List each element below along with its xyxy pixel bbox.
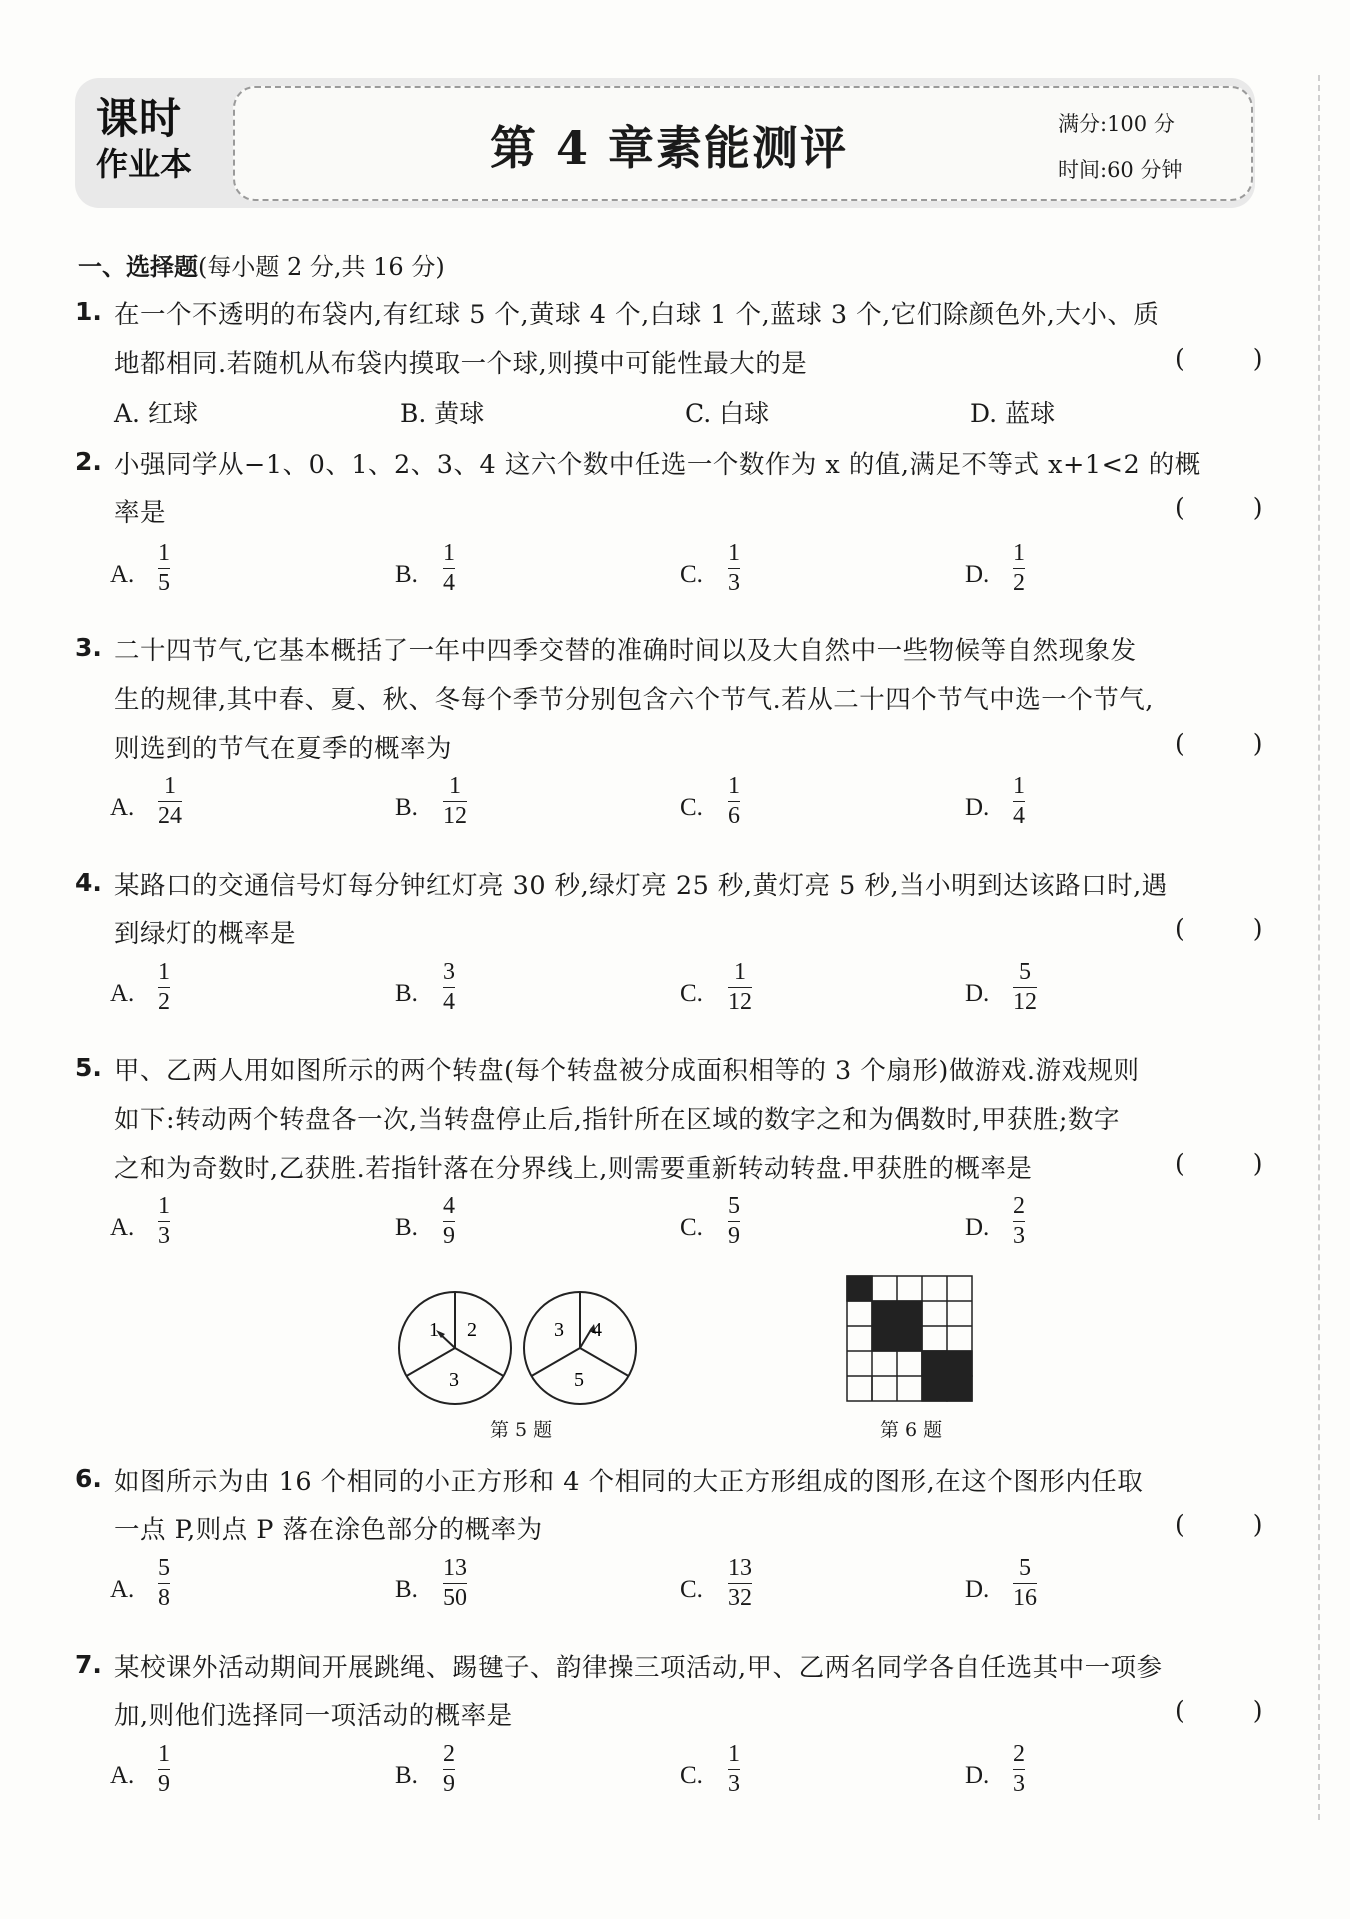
figure-caption-6: 第 6 题 — [880, 1419, 943, 1441]
option-c[interactable]: C. — [680, 561, 703, 588]
fraction-bar — [443, 801, 467, 802]
option-fraction — [1013, 541, 1025, 596]
option-d[interactable]: D. — [965, 980, 990, 1007]
fraction-bar — [728, 568, 740, 569]
spinner-1-label: 1 — [429, 1319, 439, 1341]
spinner-2-label: 3 — [554, 1319, 564, 1341]
option-fraction — [443, 1194, 455, 1249]
fraction-denominator: 2 — [1013, 570, 1025, 597]
question-text: 加,则他们选择同一项活动的概率是 — [114, 1701, 513, 1731]
option-a[interactable]: A. — [110, 1214, 135, 1241]
grid-figure — [845, 1274, 975, 1404]
option-a[interactable]: A. 红球 — [114, 399, 198, 428]
fraction-numerator: 1 — [158, 959, 170, 985]
fraction-bar — [443, 1769, 455, 1770]
fraction-bar — [158, 987, 170, 988]
option-fraction — [1013, 1742, 1025, 1797]
logo-text-2: 作业本 — [96, 145, 193, 183]
question-text: 某路口的交通信号灯每分钟红灯亮 30 秒,绿灯亮 25 秒,黄灯亮 5 秒,当小明到达该路口时,遇 — [114, 871, 1168, 901]
fraction-numerator: 1 — [443, 540, 455, 566]
option-fraction — [1013, 1556, 1037, 1611]
fraction-numerator: 1 — [728, 540, 740, 566]
option-fraction — [158, 1194, 170, 1249]
fraction-numerator: 1 — [158, 1741, 170, 1767]
fraction-denominator: 9 — [443, 1223, 455, 1250]
spinner-2-label: 5 — [574, 1369, 584, 1391]
fraction-bar — [728, 987, 752, 988]
option-fraction — [728, 541, 740, 596]
fraction-numerator: 4 — [443, 1193, 455, 1219]
fraction-bar — [158, 1769, 170, 1770]
question-number: 4. — [75, 868, 102, 897]
option-c[interactable]: C. 白球 — [685, 399, 770, 428]
fraction-numerator: 1 — [158, 540, 170, 566]
fraction-bar — [1013, 1221, 1025, 1222]
option-fraction — [1013, 774, 1025, 829]
answer-blank[interactable]: ( ) — [1175, 729, 1293, 758]
spinner-figure — [395, 1288, 655, 1410]
fraction-bar — [443, 1583, 467, 1584]
option-b[interactable]: B. — [395, 794, 418, 821]
question-number: 3. — [75, 633, 102, 662]
spinner-2-label: 4 — [592, 1319, 602, 1341]
fraction-numerator: 1 — [1013, 773, 1025, 799]
option-b[interactable]: B. — [395, 1576, 418, 1603]
spinner-2 — [524, 1292, 636, 1404]
option-c[interactable]: C. — [680, 794, 703, 821]
answer-blank[interactable]: ( ) — [1175, 1149, 1293, 1178]
fraction-numerator: 5 — [1019, 1555, 1031, 1581]
fraction-bar — [1013, 568, 1025, 569]
fraction-numerator: 5 — [1019, 959, 1031, 985]
fraction-denominator: 4 — [443, 989, 455, 1016]
option-fraction — [728, 960, 752, 1015]
fraction-numerator: 1 — [164, 773, 176, 799]
answer-blank[interactable]: ( ) — [1175, 914, 1293, 943]
fraction-denominator: 9 — [443, 1771, 455, 1798]
fraction-denominator: 8 — [158, 1585, 170, 1612]
option-d[interactable]: D. — [965, 1762, 990, 1789]
question-text: 生的规律,其中春、夏、秋、冬每个季节分别包含六个节气.若从二十四个节气中选一个节气, — [114, 685, 1154, 715]
question-text: 率是 — [114, 498, 167, 528]
option-b[interactable]: B. — [395, 1214, 418, 1241]
fraction-denominator: 12 — [728, 989, 752, 1016]
fraction-numerator: 1 — [728, 773, 740, 799]
fraction-bar — [443, 568, 455, 569]
fraction-numerator: 1 — [449, 773, 461, 799]
fraction-numerator: 1 — [728, 1741, 740, 1767]
question-text: 地都相同.若随机从布袋内摸取一个球,则摸中可能性最大的是 — [114, 349, 808, 379]
fraction-numerator: 2 — [443, 1741, 455, 1767]
option-d[interactable]: D. — [965, 1214, 990, 1241]
question-number: 1. — [75, 297, 102, 326]
fraction-numerator: 1 — [734, 959, 746, 985]
section-title: 一、选择题 — [78, 253, 198, 281]
option-fraction — [728, 1556, 752, 1611]
fraction-bar — [728, 801, 740, 802]
question-text: 二十四节气,它基本概括了一年中四季交替的准确时间以及大自然中一些物候等自然现象发 — [114, 636, 1137, 666]
option-c[interactable]: C. — [680, 980, 703, 1007]
option-b[interactable]: B. — [395, 1762, 418, 1789]
option-d[interactable]: D. — [965, 794, 990, 821]
exam-time: 时间:60 分钟 — [1058, 158, 1183, 182]
fraction-denominator: 3 — [1013, 1771, 1025, 1798]
fraction-numerator: 1 — [1013, 540, 1025, 566]
option-d[interactable]: D. 蓝球 — [970, 399, 1056, 428]
fraction-numerator: 5 — [158, 1555, 170, 1581]
question-text: 甲、乙两人用如图所示的两个转盘(每个转盘被分成面积相等的 3 个扇形)做游戏.游戏规则 — [114, 1056, 1140, 1086]
option-a[interactable]: A. — [110, 794, 135, 821]
option-a[interactable]: A. — [110, 980, 135, 1007]
option-a[interactable]: A. — [110, 1762, 135, 1789]
fraction-bar — [158, 1583, 170, 1584]
fraction-denominator: 50 — [443, 1585, 467, 1612]
fraction-numerator: 2 — [1013, 1193, 1025, 1219]
section-heading — [78, 247, 445, 282]
option-c[interactable]: C. — [680, 1576, 703, 1603]
fraction-bar — [1013, 1769, 1025, 1770]
fraction-bar — [158, 801, 182, 802]
spinner-1-label: 3 — [449, 1369, 459, 1391]
answer-blank[interactable]: ( ) — [1175, 1510, 1293, 1539]
option-d[interactable]: D. — [965, 561, 990, 588]
page-title: 第 4 章素能测评 — [490, 121, 849, 175]
fraction-numerator: 2 — [1013, 1741, 1025, 1767]
option-fraction — [443, 1742, 455, 1797]
question-text: 如下:转动两个转盘各一次,当转盘停止后,指针所在区域的数字之和为偶数时,甲获胜;数字 — [114, 1105, 1121, 1135]
question-text: 如图所示为由 16 个相同的小正方形和 4 个相同的大正方形组成的图形,在这个图形内任取 — [114, 1467, 1144, 1497]
option-fraction — [443, 960, 455, 1015]
option-fraction — [158, 1742, 170, 1797]
fraction-denominator: 24 — [158, 803, 182, 830]
option-b[interactable]: B. 黄球 — [400, 399, 485, 428]
option-fraction — [158, 774, 182, 829]
fraction-denominator: 6 — [728, 803, 740, 830]
fraction-numerator: 1 — [158, 1193, 170, 1219]
fraction-denominator: 3 — [158, 1223, 170, 1250]
option-fraction — [158, 541, 170, 596]
fraction-denominator: 4 — [443, 570, 455, 597]
fraction-bar — [1013, 1583, 1037, 1584]
fraction-denominator: 12 — [443, 803, 467, 830]
answer-blank[interactable]: ( ) — [1175, 493, 1293, 522]
fraction-denominator: 12 — [1013, 989, 1037, 1016]
option-fraction — [158, 960, 170, 1015]
option-fraction — [443, 541, 455, 596]
question-text: 某校课外活动期间开展跳绳、踢毽子、韵律操三项活动,甲、乙两名同学各自任选其中一项参 — [114, 1653, 1163, 1683]
fraction-denominator: 3 — [728, 1771, 740, 1798]
option-c[interactable]: C. — [680, 1214, 703, 1241]
question-number: 5. — [75, 1053, 102, 1082]
question-text: 小强同学从−1、0、1、2、3、4 这六个数中任选一个数作为 x 的值,满足不等式 x+1<2 的概 — [114, 450, 1201, 480]
option-fraction — [728, 774, 740, 829]
fraction-bar — [728, 1221, 740, 1222]
option-a[interactable]: A. — [110, 561, 135, 588]
fraction-bar — [443, 987, 455, 988]
option-fraction — [443, 774, 467, 829]
fraction-denominator: 4 — [1013, 803, 1025, 830]
fraction-denominator: 3 — [728, 570, 740, 597]
option-fraction — [443, 1556, 467, 1611]
option-b[interactable]: B. — [395, 561, 418, 588]
option-d[interactable]: D. — [965, 1576, 990, 1603]
question-text: 一点 P,则点 P 落在涂色部分的概率为 — [114, 1515, 543, 1545]
answer-blank[interactable]: ( ) — [1175, 344, 1293, 373]
logo-text-1: 课时 — [96, 94, 183, 143]
fraction-denominator: 9 — [728, 1223, 740, 1250]
fraction-denominator: 9 — [158, 1771, 170, 1798]
fraction-numerator: 5 — [728, 1193, 740, 1219]
option-b[interactable]: B. — [395, 980, 418, 1007]
question-number: 7. — [75, 1650, 102, 1679]
question-text: 之和为奇数时,乙获胜.若指针落在分界线上,则需要重新转动转盘.甲获胜的概率是 — [114, 1154, 1033, 1184]
fraction-denominator: 3 — [1013, 1223, 1025, 1250]
fraction-numerator: 13 — [728, 1555, 752, 1581]
margin-rule — [1318, 75, 1320, 1820]
section-note: (每小题 2 分,共 16 分) — [198, 253, 445, 281]
fraction-bar — [443, 1221, 455, 1222]
option-fraction — [158, 1556, 170, 1611]
spinner-1-label: 2 — [467, 1319, 477, 1341]
question-number: 6. — [75, 1464, 102, 1493]
question-text: 则选到的节气在夏季的概率为 — [114, 734, 453, 764]
option-c[interactable]: C. — [680, 1762, 703, 1789]
figure-caption-5: 第 5 题 — [490, 1419, 553, 1441]
full-score: 满分:100 分 — [1058, 112, 1175, 136]
fraction-bar — [728, 1583, 752, 1584]
fraction-bar — [158, 568, 170, 569]
option-fraction — [728, 1742, 740, 1797]
spinner-1 — [399, 1292, 511, 1404]
fraction-bar — [158, 1221, 170, 1222]
answer-blank[interactable]: ( ) — [1175, 1696, 1293, 1725]
question-text: 到绿灯的概率是 — [114, 919, 297, 949]
fraction-denominator: 5 — [158, 570, 170, 597]
question-number: 2. — [75, 447, 102, 476]
fraction-numerator: 13 — [443, 1555, 467, 1581]
option-fraction — [728, 1194, 740, 1249]
option-fraction — [1013, 960, 1037, 1015]
fraction-denominator: 2 — [158, 989, 170, 1016]
question-text: 在一个不透明的布袋内,有红球 5 个,黄球 4 个,白球 1 个,蓝球 3 个,它们除颜色外,大小、质 — [114, 300, 1160, 330]
option-a[interactable]: A. — [110, 1576, 135, 1603]
fraction-bar — [1013, 987, 1037, 988]
fraction-bar — [1013, 801, 1025, 802]
fraction-numerator: 3 — [443, 959, 455, 985]
option-fraction — [1013, 1194, 1025, 1249]
fraction-denominator: 32 — [728, 1585, 752, 1612]
fraction-bar — [728, 1769, 740, 1770]
fraction-denominator: 16 — [1013, 1585, 1037, 1612]
brand-logo — [96, 94, 216, 194]
